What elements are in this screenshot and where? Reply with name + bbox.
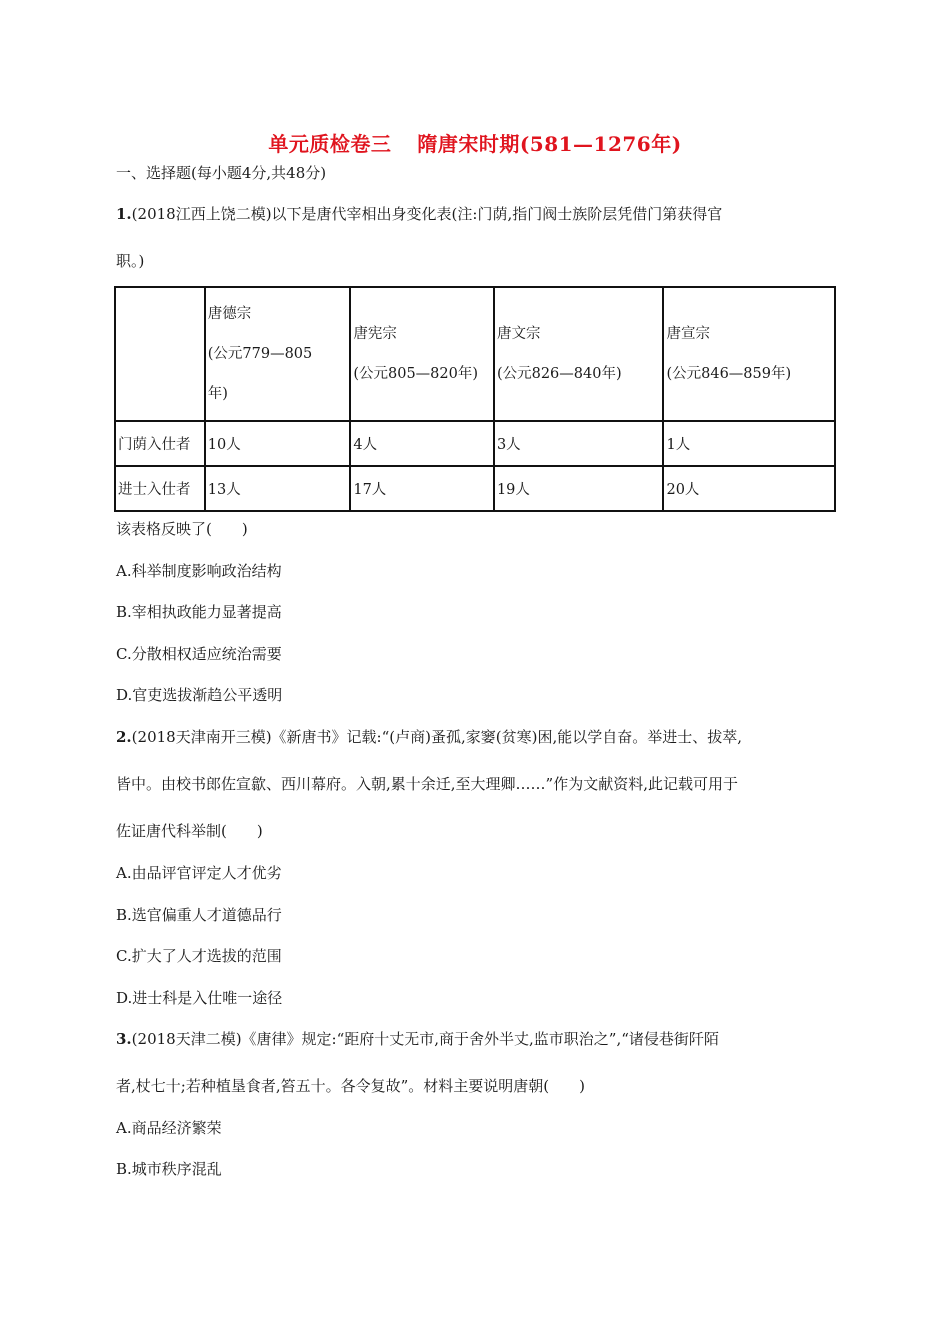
table-header-cell	[205, 287, 351, 421]
q1-stem-line2: 职。)	[116, 252, 145, 270]
q2-stem-text1: (2018天津南开三模)《新唐书》记载:“(卢商)蚤孤,家窭(贫寒)困,能以学自奋。举进士、拔萃,	[131, 728, 742, 746]
table-cell: 17人	[350, 466, 494, 511]
q1-stem-line1	[116, 203, 722, 224]
table-row	[115, 421, 835, 466]
header-years: (公元846—859年)	[666, 366, 792, 382]
table-row	[115, 466, 835, 511]
table-cell: 13人	[205, 466, 351, 511]
table-header-row	[115, 287, 835, 421]
table-cell: 19人	[494, 466, 664, 511]
q2-option-b[interactable]: B.选官偏重人才道德品行	[116, 906, 282, 924]
q2-number: 2.	[116, 728, 132, 746]
header-name: 唐宣宗	[666, 326, 710, 342]
title-unit: 单元质检卷三	[268, 132, 392, 156]
header-name: 唐文宗	[496, 326, 541, 342]
q1-option-a[interactable]: A.科举制度影响政治结构	[116, 562, 282, 580]
q3-stem-line1	[116, 1028, 719, 1049]
q2-stem-line2: 皆中。由校书郎佐宣歙、西川幕府。入朝,累十余迁,至大理卿……”作为文献资料,此记载可用于	[116, 775, 738, 793]
q2-stem-line3: 佐证唐代科举制( )	[116, 822, 263, 840]
row-label: 门荫入仕者	[115, 421, 205, 466]
q1-option-d[interactable]: D.官吏选拔渐趋公平透明	[116, 686, 283, 704]
header-years-cont: 年)	[207, 386, 228, 402]
q2-stem-line1	[116, 726, 742, 747]
q1-stem-text1: (2018江西上饶二模)以下是唐代宰相出身变化表(注:门荫,指门阀士族阶层凭借门第获得官	[131, 205, 723, 223]
q3-stem-line2: 者,杖七十;若种植垦食者,笞五十。各令复故”。材料主要说明唐朝( )	[116, 1077, 585, 1095]
table-cell: 20人	[663, 466, 835, 511]
table-cell: 10人	[205, 421, 351, 466]
page-title	[0, 128, 950, 157]
table-header-cell	[663, 287, 835, 421]
q3-option-a[interactable]: A.商品经济繁荣	[116, 1119, 222, 1137]
header-name: 唐德宗	[207, 306, 252, 322]
q2-option-c[interactable]: C.扩大了人才选拔的范围	[116, 947, 282, 965]
q2-option-d[interactable]: D.进士科是入仕唯一途径	[116, 989, 283, 1007]
table-cell: 4人	[350, 421, 494, 466]
table-corner-cell	[115, 287, 205, 421]
table-header-cell	[494, 287, 664, 421]
q1-table	[114, 286, 836, 512]
q1-option-c[interactable]: C.分散相权适应统治需要	[116, 645, 282, 663]
header-years: (公元779—805	[207, 346, 313, 362]
q1-question: 该表格反映了( )	[116, 520, 248, 538]
header-years: (公元826—840年)	[496, 366, 622, 382]
q1-option-b[interactable]: B.宰相执政能力显著提高	[116, 603, 282, 621]
q1-number: 1.	[116, 205, 132, 223]
q2-option-a[interactable]: A.由品评官评定人才优劣	[116, 864, 282, 882]
row-label: 进士入仕者	[115, 466, 205, 511]
table-cell: 1人	[663, 421, 835, 466]
table-cell: 3人	[494, 421, 664, 466]
header-years: (公元805—820年)	[353, 366, 479, 382]
title-period: 隋唐宋时期(581—1276年)	[417, 132, 682, 156]
q3-option-b[interactable]: B.城市秩序混乱	[116, 1160, 222, 1178]
table-header-cell	[350, 287, 494, 421]
q3-stem-text1: (2018天津二模)《唐律》规定:“距府十丈无市,商于舍外半丈,监市职治之”,“诸侵巷街阡陌	[131, 1030, 719, 1048]
section-heading: 一、选择题(每小题4分,共48分)	[116, 164, 327, 182]
header-name: 唐宪宗	[353, 326, 397, 342]
q3-number: 3.	[116, 1030, 132, 1048]
